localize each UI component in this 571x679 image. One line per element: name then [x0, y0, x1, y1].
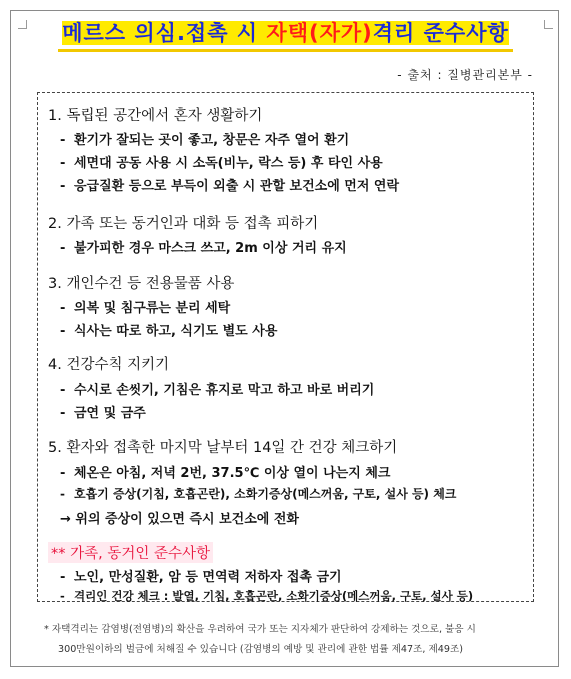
item-text: 환기가 잘되는 곳이 좋고, 창문은 자주 열어 환기: [74, 133, 350, 148]
section-3-item-2: - 식사는 따로 하고, 식기도 별도 사용: [60, 324, 278, 339]
section-4-item-1: - 수시로 손씻기, 기침은 휴지로 막고 하고 바로 버리기: [60, 383, 375, 398]
title-part1: 메르스 의심.접촉 시: [62, 21, 267, 45]
section-3-title: 3. 개인수건 등 전용물품 사용: [48, 276, 235, 292]
item-text: 세면대 공동 사용 시 소독(비누, 락스 등) 후 타인 사용: [74, 156, 383, 171]
section-4-title: 4. 건강수칙 지키기: [48, 357, 170, 373]
item-text: 응급질환 등으로 부득이 외출 시 관할 보건소에 먼저 연락: [74, 179, 400, 194]
section-4-item-2: - 금연 및 금주: [60, 406, 146, 421]
item-text: 격리인 건강 체크 : 발열, 기침, 호흡곤란, 소화기증상(메스꺼움, 구토, 설사 등): [74, 589, 474, 603]
special-item-1: - 노인, 만성질환, 암 등 면역력 저하자 접촉 금기: [60, 570, 342, 585]
section-2-item-1: - 불가피한 경우 마스크 쓰고, 2m 이상 거리 유지: [60, 241, 347, 256]
item-text: 불가피한 경우 마스크 쓰고, 2m 이상 거리 유지: [74, 241, 347, 256]
title-wrap: [0, 17, 571, 52]
section-5-arrow-note: → 위의 증상이 있으면 즉시 보건소에 전화: [60, 512, 299, 527]
item-text: 식사는 따로 하고, 식기도 별도 사용: [74, 324, 278, 339]
item-text: 수시로 손씻기, 기침은 휴지로 막고 하고 바로 버리기: [74, 383, 375, 398]
section-3-item-1: - 의복 및 침구류는 분리 세탁: [60, 301, 231, 316]
section-1-item-3: - 응급질환 등으로 부득이 외출 시 관할 보건소에 먼저 연락: [60, 179, 400, 194]
title-part3: 격리 준수사항: [372, 21, 509, 45]
section-1-item-2: - 세면대 공동 사용 시 소독(비누, 락스 등) 후 타인 사용: [60, 156, 383, 171]
section-1-title: 1. 독립된 공간에서 혼자 생활하기: [48, 108, 263, 124]
footnote: [44, 620, 544, 660]
item-text: 의복 및 침구류는 분리 세탁: [74, 301, 231, 316]
section-2-title: 2. 가족 또는 동거인과 대화 등 접촉 피하기: [48, 216, 319, 232]
page-title: [58, 17, 513, 52]
section-5-title: 5. 환자와 접촉한 마지막 날부터 14일 간 건강 체크하기: [48, 440, 398, 456]
section-1-item-1: - 환기가 잘되는 곳이 좋고, 창문은 자주 열어 환기: [60, 133, 350, 148]
item-text: 호흡기 증상(기침, 호흡곤란), 소화기증상(메스꺼움, 구토, 설사 등) 체크: [74, 487, 457, 501]
item-text: 노인, 만성질환, 암 등 면역력 저하자 접촉 금기: [74, 570, 342, 585]
source-label: - 출처 : 질병관리본부 -: [397, 68, 533, 82]
footnote-line-1: * 자택격리는 감염병(전염병)의 확산을 우려하여 국가 또는 지자체가 판단하여 강제하는 것으로, 불응 시: [44, 624, 476, 635]
footnote-line-2: 300만원이하의 벌금에 처해질 수 있습니다 (감염병의 예방 및 관리에 관한 법률 제47조, 제49조): [58, 644, 463, 655]
item-text: 금연 및 금주: [74, 406, 146, 421]
special-title: ** 가족, 동거인 준수사항: [48, 542, 213, 563]
item-text: 체온은 아침, 저녁 2번, 37.5℃ 이상 열이 나는지 체크: [74, 466, 391, 481]
section-5-item-1: - 체온은 아침, 저녁 2번, 37.5℃ 이상 열이 나는지 체크: [60, 466, 391, 481]
special-item-2: - 격리인 건강 체크 : 발열, 기침, 호흡곤란, 소화기증상(메스꺼움, 구토, 설사 등): [60, 589, 474, 603]
title-part2: 자택(자가): [266, 21, 373, 45]
section-5-item-2: - 호흡기 증상(기침, 호흡곤란), 소화기증상(메스꺼움, 구토, 설사 등) 체크: [60, 487, 457, 501]
